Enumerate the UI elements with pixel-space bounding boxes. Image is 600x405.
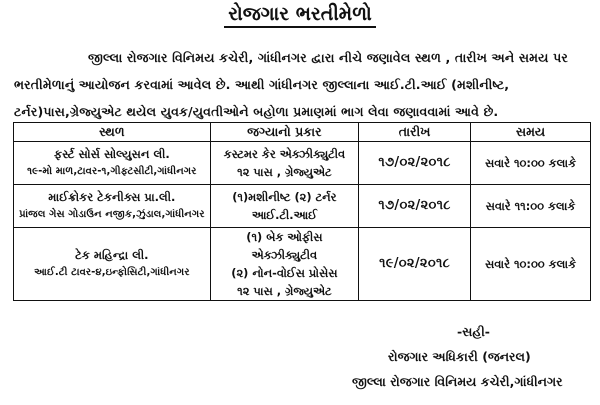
place-cell (14, 228, 211, 301)
post-cell (210, 142, 358, 185)
signatory-office: જીલ્લા રોજગાર વિનિમય કચેરી,ગાંધીનગર (352, 374, 563, 389)
header-date: તારીખ (359, 123, 471, 142)
post-line: આઈ.ટી.આઈ (251, 208, 317, 222)
place-cell (14, 142, 211, 185)
notice-title (0, 3, 600, 25)
table-row (14, 185, 591, 228)
header-place: સ્થળ (14, 123, 211, 142)
header-time: સમય (471, 123, 591, 142)
place-cell (14, 185, 211, 228)
post-line: (૧)મશીનીષ્ટ (૨) ટર્નર (232, 190, 337, 204)
time-cell: સવારે ૧૦:૦૦ કલાકે (471, 228, 591, 301)
post-line: ૧૨ પાસ , ગ્રેજ્યુએટ (237, 165, 332, 179)
place-name: માઈક્રોકર ટેકનીક્સ પ્રા.લી. (48, 190, 176, 204)
time-cell: સવારે ૧૦:૦૦ કલાકે (471, 142, 591, 185)
post-cell (210, 228, 358, 301)
place-address: પ્રાંજલ ગેસ ગોડાઉન નજીક,ઝુંડાલ,ગાંધીનગર (19, 209, 205, 220)
post-cell (210, 185, 358, 228)
place-address: આઈ.ટી ટાવર-૪,ઇન્ફોસિટી,ગાંધીનગર (34, 267, 190, 278)
date-cell: ૧૭/૦૨/૨૦૧૮ (359, 185, 471, 228)
table-header-row (14, 123, 591, 142)
notice-paragraph (14, 44, 594, 125)
table-row (14, 142, 591, 185)
post-line: ૧૨ પાસ , ગ્રેજ્યુએટ (237, 284, 332, 298)
signature-mark: -સહી- (457, 324, 490, 339)
place-address: ૧૯-મો માળ,ટાવર-૧,ગીફ્ટસીટી,ગાંધીનગર (27, 166, 197, 177)
signatory-designation: રોજગાર અધિકારી (જનરલ) (388, 349, 531, 364)
post-line: (૨) નોન-વોઈસ પ્રોસેસ (231, 266, 338, 280)
header-post-type: જગ્યાનો પ્રકાર (210, 123, 358, 142)
table-row (14, 228, 591, 301)
notice-title-text: રોજગાર ભરતીમેળો (224, 3, 376, 28)
post-line: (૧) બેક ઓફીસ એક્ઝીક્યુટીવ (246, 230, 323, 262)
place-name: ફર્સ્ટ સોર્સ સોલ્યુસન લી. (53, 147, 170, 161)
date-cell: ૧૭/૦૨/૨૦૧૮ (359, 142, 471, 185)
place-name: ટેક મહિન્દ્રા લી. (75, 248, 149, 262)
date-cell: ૧૯/૦૨/૨૦૧૮ (359, 228, 471, 301)
time-cell: સવારે ૧૧:૦૦ કલાકે (471, 185, 591, 228)
schedule-table (13, 122, 591, 301)
notice-paragraph-text: જીલ્લા રોજગાર વિનિમય કચેરી, ગાંધીનગર દ્વારા નીચે જણાવેલ સ્થળ , તારીખ અને સમય પર ભરતીમેળાનું આયોજન કરવામાં આવેલ છે. આથી ગાંધીનગર જીલ્લાના આઈ.ટી.આઈ (મશીનીષ્ટ, ટર્નર)પાસ,ગ્રેજ્યુએટ થયેલ યુવક/યુવતીઓને બહોળા પ્રમાણમાં ભાગ લેવા જણાવવામાં આવે છે. (14, 50, 568, 119)
post-line: કસ્ટમર કેર એક્ઝીક્યુટીવ (223, 147, 346, 161)
